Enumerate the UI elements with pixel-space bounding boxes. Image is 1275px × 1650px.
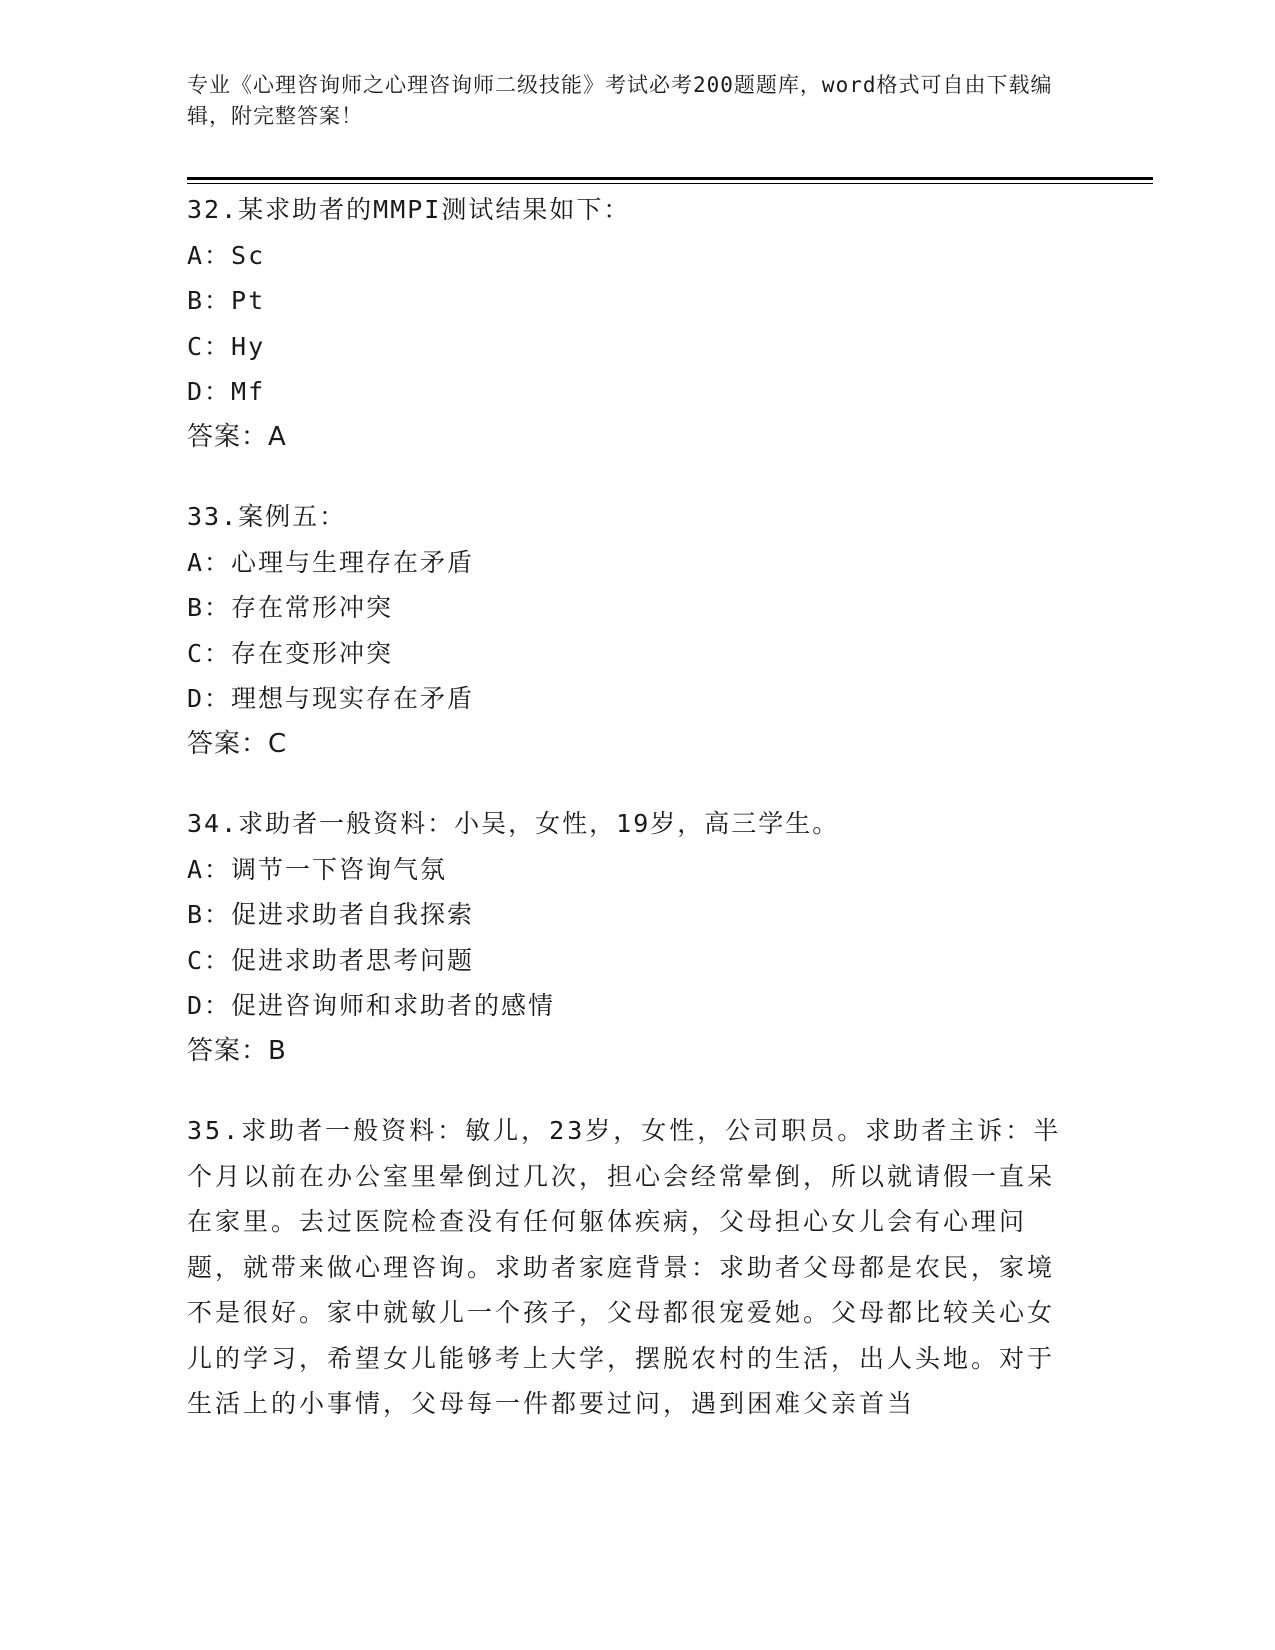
option-c: C：Hy [187,331,266,361]
option-d: D：Mf [187,377,266,406]
option-b: B：Pt [187,286,266,315]
answer-label: 答案：C [187,728,288,759]
question-33 [187,494,1087,767]
option-c: C：促进求助者思考问题 [187,945,475,975]
document-header: 专业《心理咨询师之心理咨询师二级技能》考试必考200题题库，word格式可自由下载编辑，附完整答案！ [187,73,1053,128]
option-d: D：促进咨询师和求助者的感情 [187,991,556,1020]
question-stem: 34.求助者一般资料：小吴，女性，19岁，高三学生。 [187,809,840,838]
question-stem: 32.某求助者的MMPI测试结果如下： [187,195,631,224]
option-a: A：心理与生理存在矛盾 [187,547,475,577]
option-a: A：Sc [187,240,266,270]
question-35 [187,1108,1087,1427]
option-c: C：存在变形冲突 [187,638,394,668]
option-d: D：理想与现实存在矛盾 [187,684,475,713]
answer-label: 答案：A [187,421,287,452]
question-stem: 35.求助者一般资料：敏儿，23岁，女性，公司职员。求助者主诉：半个月以前在办公室里晕倒过几次，担心会经常晕倒，所以就请假一直呆在家里。去过医院检查没有任何躯体疾病，父母担心女儿会有心理问题，就带来做心理咨询。求助者家庭背景：求助者父母都是农民，家境不是很好。家中就敏儿一个孩子，父母都很宠爱她。父母都比较关心女儿的学习，希望女儿能够考上大学，摆脱农村的生活，出人头地。对于生活上的小事情，父母每一件都要过问，遇到困难父亲首当 [187,1116,1062,1418]
question-list [187,187,1087,1461]
option-a: A：调节一下咨询气氛 [187,854,448,884]
question-32 [187,187,1087,460]
question-stem: 33.案例五： [187,502,347,531]
option-b: B：促进求助者自我探索 [187,900,475,929]
header-divider-thick [187,177,1153,180]
header-divider-thin [187,183,1153,184]
question-34 [187,801,1087,1074]
answer-label: 答案：B [187,1035,287,1066]
option-b: B：存在常形冲突 [187,593,394,622]
